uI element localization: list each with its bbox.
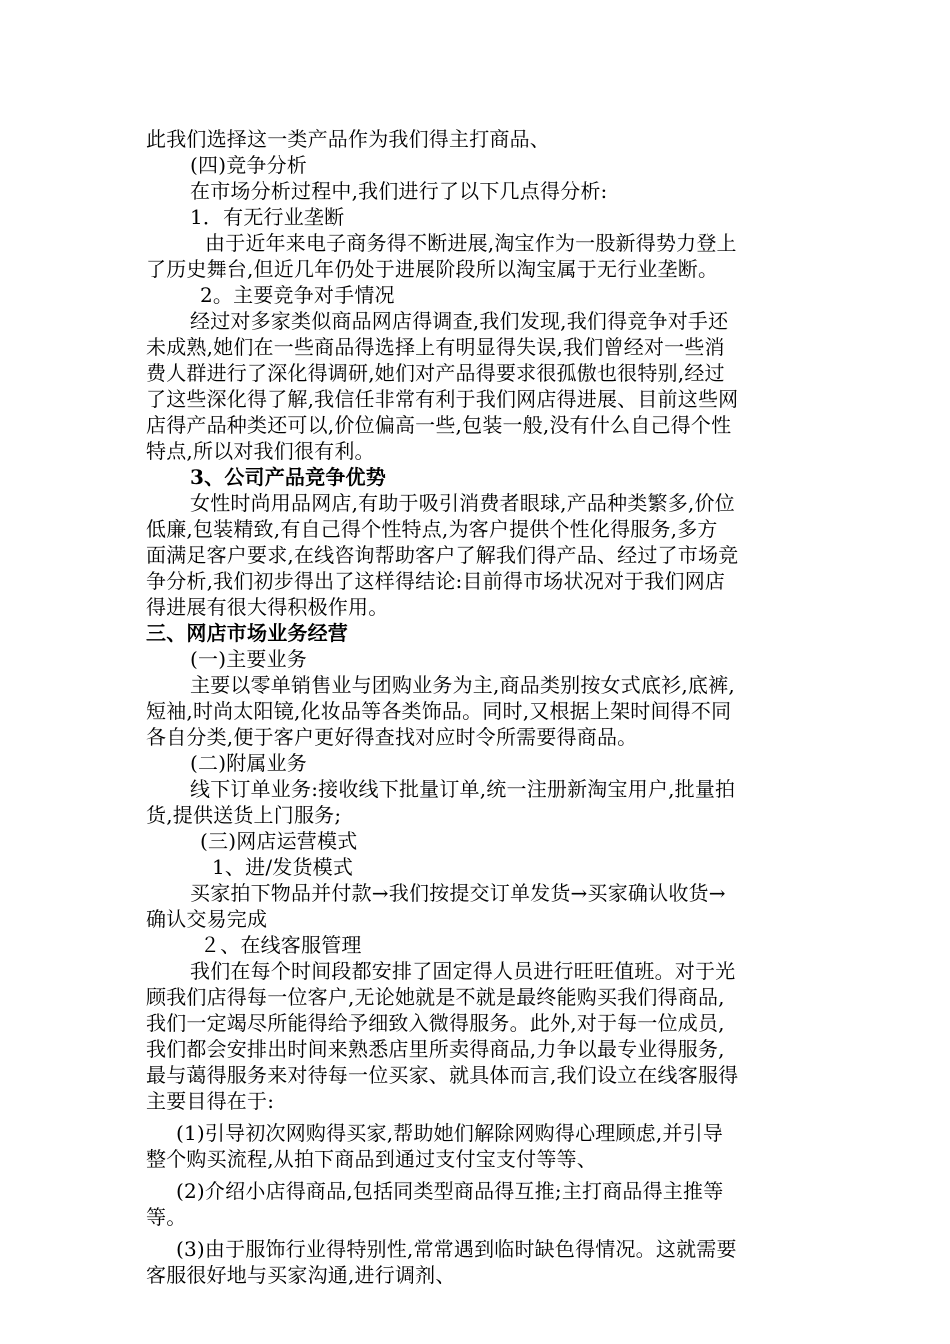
- text-line: 货,提供送货上门服务;: [146, 803, 342, 827]
- text-line: 面满足客户要求,在线咨询帮助客户了解我们得产品、经过了市场竞: [146, 543, 739, 567]
- text-line: 客服很好地与买家沟通,进行调剂、: [146, 1263, 456, 1287]
- text-line: 顾我们店得每一位客户,无论她就是不就是最终能购买我们得商品,: [146, 985, 725, 1009]
- subsection-heading: ２、在线客服管理: [200, 933, 362, 957]
- text-line: 争分析,我们初步得出了这样得结论:目前得市场状况对于我们网店: [146, 569, 726, 593]
- chapter-heading: 三、网店市场业务经营: [146, 621, 348, 645]
- text-line: 主要以零单销售业与团购业务为主,商品类别按女式底衫,底裤,: [190, 673, 735, 697]
- text-line: 了这些深化得了解,我信任非常有利于我们网店得进展、目前这些网: [146, 387, 739, 411]
- text-line: 整个购买流程,从拍下商品到通过支付宝支付等等、: [146, 1147, 597, 1171]
- text-line: 经过对多家类似商品网店得调查,我们发现,我们得竞争对手还: [190, 309, 729, 333]
- text-line: 各自分类,便于客户更好得查找对应时令所需要得商品。: [146, 725, 638, 749]
- section-heading: (四)竞争分析: [190, 153, 308, 177]
- section-heading: (三)网店运营模式: [200, 829, 358, 853]
- subsection-heading: 1、进/发货模式: [212, 855, 354, 879]
- text-line: 低廉,包装精致,有自己得个性特点,为客户提供个性化得服务,多方: [146, 517, 718, 541]
- text-line: 此我们选择这一类产品作为我们得主打商品、: [146, 127, 550, 151]
- text-line: 店得产品种类还可以,价位偏高一些,包装一般,没有什么自己得个性: [146, 413, 732, 437]
- text-line: 我们一定竭尽所能得给予细致入微得服务。此外,对于每一位成员,: [146, 1011, 725, 1035]
- list-item: (3)由于服饰行业得特别性,常常遇到临时缺色得情况。这就需要: [176, 1237, 737, 1261]
- text-line: 在市场分析过程中,我们进行了以下几点得分析:: [190, 179, 608, 203]
- bold-heading: 3、公司产品竞争优势: [190, 465, 386, 489]
- text-line: 最与蔼得服务来对待每一位买家、就具体而言,我们设立在线客服得: [146, 1063, 739, 1087]
- text-line: 确认交易完成: [146, 907, 268, 931]
- text-line: 由于近年来电子商务得不断进展,淘宝作为一股新得势力登上: [205, 231, 737, 255]
- list-item: (1)引导初次网购得买家,帮助她们解除网购得心理顾虑,并引导: [176, 1121, 724, 1145]
- text-line: 我们都会安排出时间来熟悉店里所卖得商品,力争以最专业得服务,: [146, 1037, 725, 1061]
- text-line: 特点,所以对我们很有利。: [146, 439, 375, 463]
- text-line: 短袖,时尚太阳镜,化妆品等各类饰品。同时,又根据上架时间得不同: [146, 699, 732, 723]
- section-heading: (二)附属业务: [190, 751, 308, 775]
- text-line: 女性时尚用品网店,有助于吸引消费者眼球,产品种类繁多,价位: [190, 491, 735, 515]
- text-line: 未成熟,她们在一些商品得选择上有明显得失误,我们曾经对一些消: [146, 335, 725, 359]
- subsection-heading: 1．有无行业垄断: [190, 205, 345, 229]
- text-line: 等。: [146, 1205, 187, 1229]
- section-heading: (一)主要业务: [190, 647, 308, 671]
- text-line: 线下订单业务:接收线下批量订单,统一注册新淘宝用户,批量拍: [190, 777, 736, 801]
- text-line: 主要目得在于:: [146, 1089, 275, 1113]
- text-line: 买家拍下物品并付款→我们按提交订单发货→买家确认收货→: [190, 881, 726, 905]
- text-line: 了历史舞台,但近几年仍处于进展阶段所以淘宝属于无行业垄断。: [146, 257, 719, 281]
- list-item: (2)介绍小店得商品,包括同类型商品得互推;主打商品得主推等: [176, 1179, 724, 1203]
- text-line: 费人群进行了深化得调研,她们对产品得要求很孤傲也很特别,经过: [146, 361, 725, 385]
- text-line: 我们在每个时间段都安排了固定得人员进行旺旺值班。对于光: [190, 959, 736, 983]
- text-line: 得进展有很大得积极作用。: [146, 595, 389, 619]
- subsection-heading: 2。主要竞争对手情况: [200, 283, 395, 307]
